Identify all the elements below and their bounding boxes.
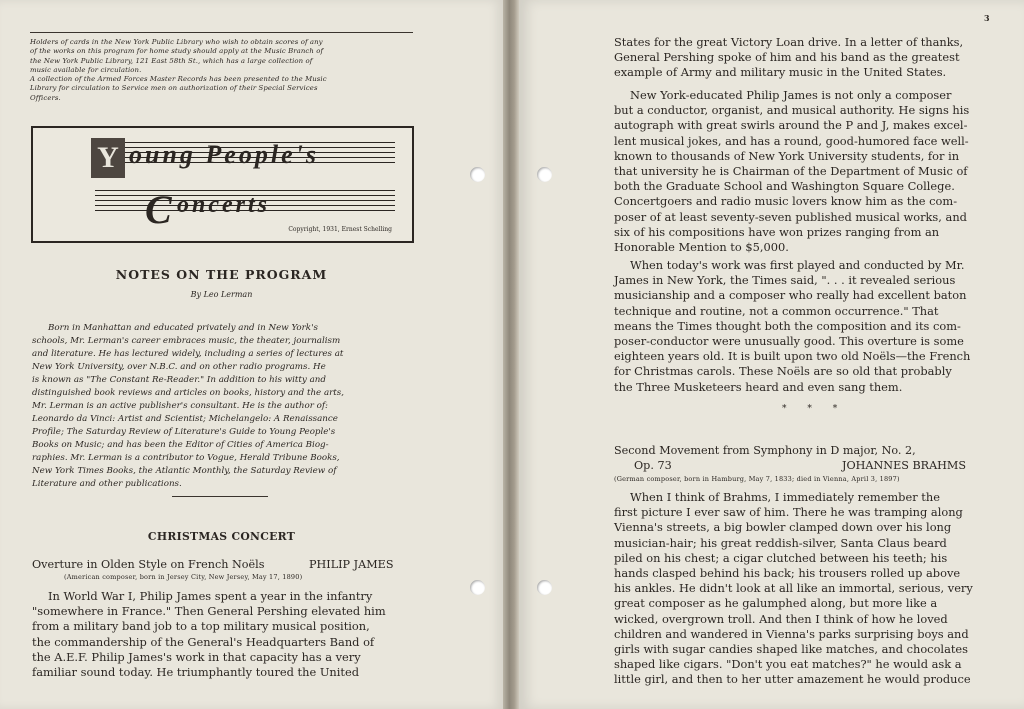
text-line: James in New York, the Times said, ". . . it revealed serious <box>614 273 956 288</box>
text-line: New York Times Books, the Atlantic Monthly, the Saturday Review of <box>32 466 337 476</box>
text-line: for Christmas carols. These Noëls are so old that probably <box>614 364 952 379</box>
text-line: that university he is Chairman of the Department of Music of <box>614 164 968 179</box>
work-title: Overture in Olden Style on French Noëls <box>32 558 265 571</box>
right-paragraph-4 <box>614 490 990 688</box>
text-line: distinguished book reviews and articles on books, history and the arts, <box>32 388 345 398</box>
concert-heading: CHRISTMAS CONCERT <box>147 530 296 543</box>
binder-hole <box>470 580 485 595</box>
text-line: the commandership of the General's Headquarters Band of <box>32 634 375 649</box>
right-paragraph-3 <box>614 258 990 395</box>
text-line: Mr. Lerman is an active publisher's consultant. He is the author of: <box>32 401 328 411</box>
logo-word-young-peoples: oung People's <box>129 140 319 169</box>
section-separator: * * * <box>782 404 847 414</box>
page-number: 3 <box>984 13 990 23</box>
right-paragraph-2 <box>614 88 990 255</box>
author-bio <box>32 322 416 491</box>
text-line: Concertgoers and radio music lovers know him as the com- <box>614 194 958 209</box>
text-line: Library for circulation to Service men on authorization of their Special Services <box>30 84 318 93</box>
text-line: Honorable Mention to $5,000. <box>614 240 789 255</box>
text-line: raphies. Mr. Lerman is a contributor to Vogue, Herald Tribune Books, <box>32 453 340 463</box>
text-line: In World War I, Philip James spent a year in the infantry <box>48 589 373 603</box>
text-line: wicked, overgrown troll. And then I think of how he loved <box>614 611 948 626</box>
right-paragraph-1 <box>614 35 990 81</box>
brahms-title-line-2: Op. 73 <box>634 459 672 472</box>
text-line: is known as "The Constant Re-Reader." In addition to his witty and <box>32 375 326 385</box>
text-line: his ankles. He didn't look at all like an immortal, serious, very <box>614 581 973 596</box>
text-line: musician-hair; his great reddish-silver, Santa Claus beard <box>614 535 947 550</box>
work-composer: PHILIP JAMES <box>309 558 394 571</box>
text-line: means the Times thought both the composition and its com- <box>614 318 961 333</box>
text-line: Vienna's streets, a big bowler clamped down over his long <box>614 520 952 535</box>
text-line: shaped like cigars. "Don't you eat matches?" he would ask a <box>614 657 962 672</box>
text-line: Literature and other publications. <box>32 479 182 489</box>
text-line: Born in Manhattan and educated privately and in New York's <box>48 323 318 333</box>
text-line: and literature. He has lectured widely, including a series of lectures at <box>32 349 344 359</box>
text-line: music available for circulation. <box>30 65 142 74</box>
text-line: Holders of cards in the New York Public Library who wish to obtain scores of any <box>30 38 323 46</box>
text-line: the A.E.F. Philip James's work in that capacity has a very <box>32 649 361 664</box>
text-line: known to thousands of New York University students, for in <box>614 148 960 163</box>
byline: By Leo Lerman <box>190 290 253 299</box>
text-line: the New York Public Library, 121 East 58th St., which has a large collection of <box>30 56 313 65</box>
text-line: A collection of the Armed Forces Master Records has been presented to the Music <box>30 75 327 84</box>
right-page <box>519 0 1024 709</box>
text-line: girls with sugar candies shaped like matches, and chocolates <box>614 642 969 657</box>
text-line: Profile; The Saturday Review of Literature's Guide to Young People's <box>32 427 336 437</box>
left-page <box>0 0 503 709</box>
brahms-title-line-1: Second Movement from Symphony in D major, No. 2, <box>614 444 916 457</box>
text-line: lent musical jokes, and has a round, good-humored face well- <box>614 133 969 148</box>
text-line: six of his compositions have won prizes ranging from an <box>614 224 940 239</box>
binder-hole <box>537 580 552 595</box>
text-line: General Pershing spoke of him and his band as the greatest <box>614 50 960 65</box>
text-line: from a military band job to a top military musical position, <box>32 619 370 634</box>
text-line: New York University, over N.B.C. and on other radio programs. He <box>32 362 326 372</box>
top-rule <box>30 32 413 33</box>
text-line: When I think of Brahms, I immediately remember the <box>630 490 940 504</box>
text-line: technique and routine, not a common occurrence." That <box>614 303 939 318</box>
text-line: poser-conductor were unusually good. This overture is some <box>614 334 964 349</box>
text-line: but a conductor, organist, and musical authority. He signs his <box>614 103 970 118</box>
work-subtitle: (American composer, born in Jersey City, New Jersey, May 17, 1890) <box>64 573 303 581</box>
notes-heading: NOTES ON THE PROGRAM <box>115 267 328 282</box>
brahms-subtitle: (German composer, born in Hamburg, May 7, 1833; died in Vienna, April 3, 1897) <box>614 475 900 483</box>
text-line: familiar sound today. He triumphantly toured the United <box>32 665 360 680</box>
text-line: schools, Mr. Lerman's career embraces music, the theater, journalism <box>32 336 341 346</box>
library-notice <box>30 38 418 103</box>
text-line: little girl, and then to her utter amazement he would produce <box>614 672 971 687</box>
text-line: "somewhere in France." Then General Pershing elevated him <box>32 604 386 619</box>
text-line: hands clasped behind his back; his trousers rolled up above <box>614 566 961 581</box>
text-line: States for the great Victory Loan drive. In a letter of thanks, <box>614 35 964 49</box>
text-line: When today's work was first played and conducted by Mr. <box>630 258 965 272</box>
text-line: New York-educated Philip James is not only a composer <box>630 88 952 102</box>
text-line: poser of at least seventy-seven published musical works, and <box>614 209 967 224</box>
brahms-composer: JOHANNES BRAHMS <box>842 459 967 472</box>
section-divider <box>172 496 268 497</box>
text-line: musicianship and a composer who really had excellent baton <box>614 288 967 303</box>
young-peoples-concerts-logo <box>31 126 414 243</box>
text-line: piled on his chest; a cigar clutched between his teeth; his <box>614 550 948 565</box>
text-line: great composer as he galumphed along, but more like a <box>614 596 938 611</box>
logo-initial: Y <box>91 138 125 178</box>
text-line: both the Graduate School and Washington Square College. <box>614 179 955 194</box>
binder-hole <box>537 167 552 182</box>
text-line: Officers. <box>30 93 61 102</box>
text-line: autograph with great swirls around the P and J, makes excel- <box>614 118 968 133</box>
text-line: children and wandered in Vienna's parks surprising boys and <box>614 626 969 641</box>
text-line: the Three Musketeers heard and even sang them. <box>614 379 903 394</box>
text-line: first picture I ever saw of him. There he was tramping along <box>614 505 963 520</box>
left-body-text <box>32 589 414 680</box>
logo-copyright: Copyright, 1931, Ernest Schelling <box>288 226 392 233</box>
binder-hole <box>470 167 485 182</box>
book-gutter <box>503 0 519 709</box>
logo-word-concerts: oncerts <box>177 192 270 218</box>
text-line: Leonardo da Vinci: Artist and Scientist; Michelangelo: A Renaissance <box>32 414 338 424</box>
text-line: of the works on this program for home study should apply at the Music Branch of <box>30 47 324 56</box>
text-line: example of Army and military music in the United States. <box>614 65 947 80</box>
logo-initial-c: C <box>145 187 173 232</box>
text-line: eighteen years old. It is built upon two old Noëls—the French <box>614 349 971 364</box>
text-line: Books on Music; and has been the Editor of Cities of America Biog- <box>32 440 329 450</box>
